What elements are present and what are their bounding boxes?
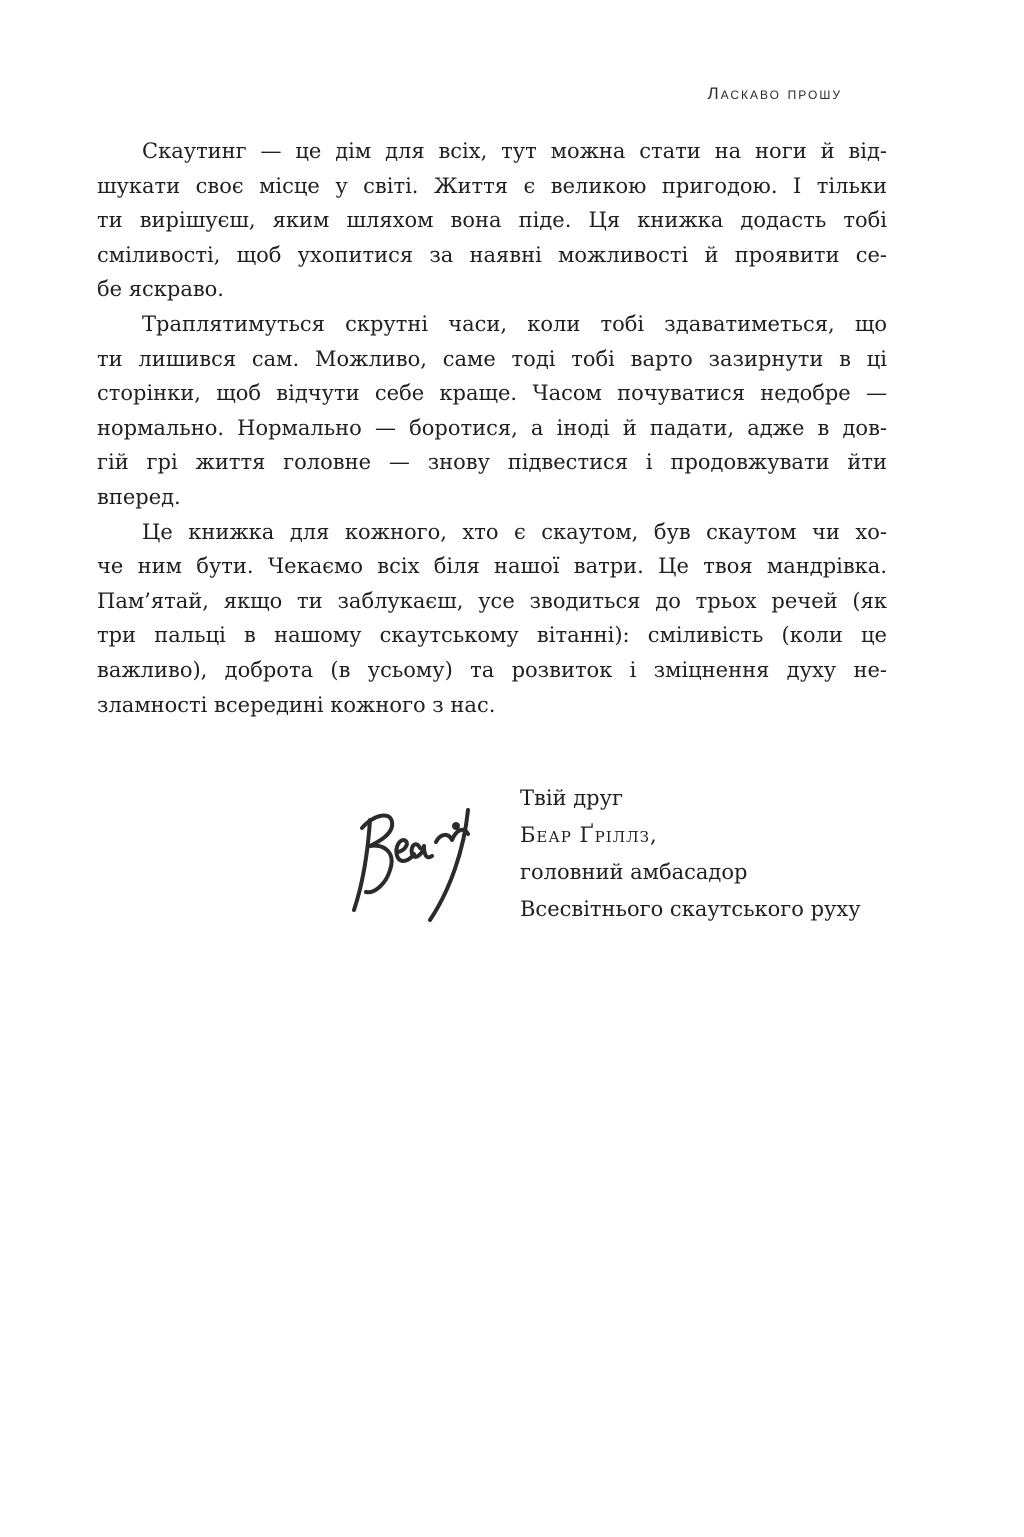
running-header: Ласкаво прошу (707, 84, 842, 103)
text-line: гій грі життя головне — знову підвестися і продовжувати йти (97, 450, 887, 475)
body-text (97, 134, 887, 722)
text-line: ти вирішуєш, яким шляхом вона піде. Ця книжка додасть тобі (97, 208, 887, 233)
text-line: вперед. (97, 484, 181, 509)
author-name: Беар Ґріллз, (520, 823, 658, 847)
text-line: зламності всередині кожного з нас. (97, 692, 496, 717)
text-line: Це книжка для кожного, хто є скаутом, був скаутом чи хо- (142, 519, 887, 544)
text-line: шукати своє місце у світі. Життя є великою пригодою. І тільки (97, 173, 887, 198)
text-line: бе яскраво. (97, 277, 224, 302)
text-line: три пальці в нашому скаутському вітанні): сміливість (коли це (97, 623, 887, 648)
paragraph-2 (97, 307, 887, 515)
paragraph-1 (97, 134, 887, 307)
text-line: Пам’ятай, якщо ти заблукаєш, усе зводиться до трьох речей (як (97, 588, 887, 613)
text-line: ти лишився сам. Можливо, саме тоді тобі варто зазирнути в ці (97, 346, 887, 371)
closing-line: Твій друг (520, 786, 623, 810)
text-line: че ним бути. Чекаємо всіх біля нашої ватри. Це твоя мандрівка. (97, 554, 887, 579)
text-line: Скаутинг — це дім для всіх, тут можна стати на ноги й від- (142, 139, 887, 163)
signature-block (340, 780, 900, 940)
author-role: головний амбасадор (520, 860, 748, 884)
signoff (520, 780, 861, 928)
author-organization: Всесвітнього скаутського руху (520, 897, 861, 921)
text-line: сміливості, щоб ухопитися за наявні можливості й проявити се- (97, 242, 887, 267)
text-line: сторінки, щоб відчути себе краще. Часом почуватися недобре — (97, 381, 887, 406)
text-line: важливо), доброта (в усьому) та розвиток і зміцнення духу не- (97, 657, 887, 682)
paragraph-3 (97, 515, 887, 723)
text-line: Траплятимуться скрутні часи, коли тобі здаватиметься, що (142, 311, 887, 336)
text-line: нормально. Нормально — боротися, а іноді й падати, адже в дов- (97, 415, 887, 440)
handwritten-signature (340, 780, 490, 930)
